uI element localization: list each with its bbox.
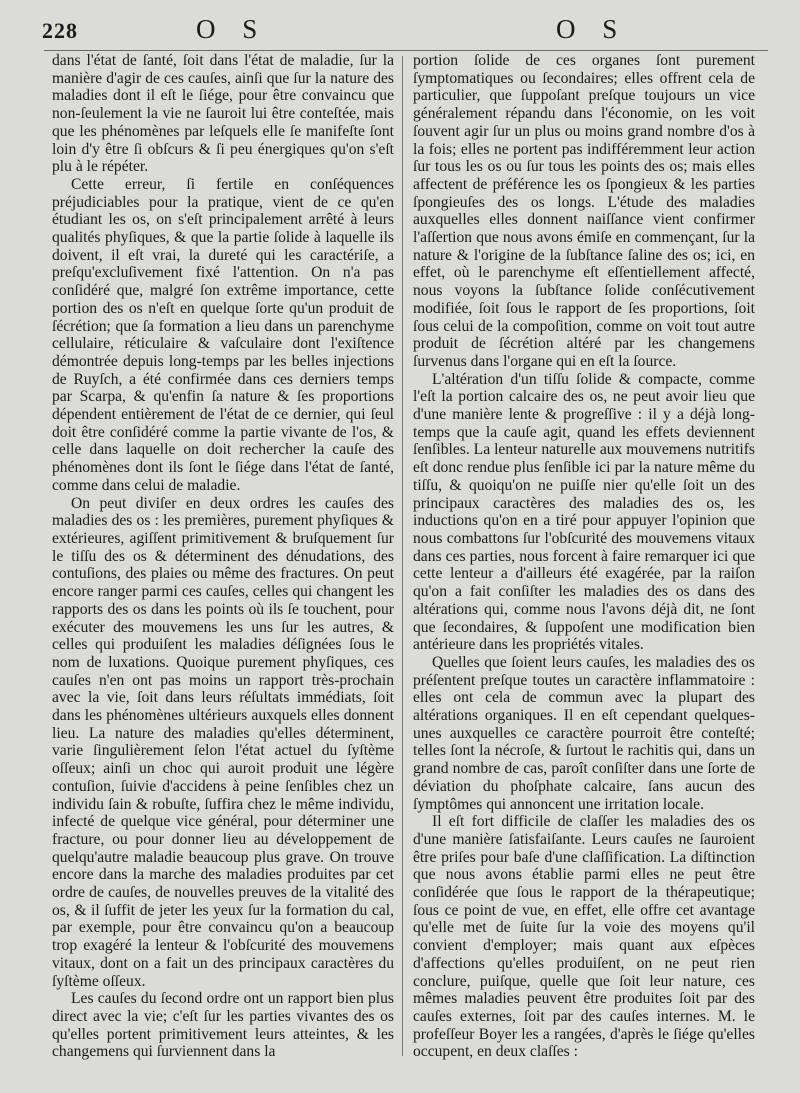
paragraph: On peut diviſer en deux ordres les cauſes des maladies des os : les premières, purement phyſiques & extérieures, agiſſent primitivement & bruſquement ſur le tiſſu des os & déterminent des dénudations, des contuſions, des plaies ou même des fractures. On peut encore ranger parmi ces cauſes, celles qui changent les rapports des os dans les points où ils ſe touchent, pour exécuter des mouvemens les uns ſur les autres, & celles qui produiſent les maladies déſignées ſous le nom de luxations. Quoique purement phyſiques, ces cauſes n'en ont pas moins un rapport très-prochain avec la vie, ſoit dans leurs réſultats immédiats, ſoit dans les phénomènes ultérieurs auxquels elles donnent lieu. La nature des maladies qu'elles déterminent, varie ſingulièrement ſelon l'état actuel du ſyſtème oſſeux; ainſi un choc qui auroit produit une légère contuſion, ſuivie d'accidens à peine ſenſibles chez un individu ſain & robuſte, ſuffira chez le même individu, infecté de quelque vice général, pour déterminer une fracture, ou pour donner lieu au développement de quelqu'autre maladie beaucoup plus grave. On trouve encore dans la marche des maladies produites par cet ordre de cauſes, de nouvelles preuves de la vitalité des os, & il ſuffit de jeter les yeux ſur la formation du cal, par exemple, pour être convaincu qu'on a beaucoup trop exagéré la lenteur & l'obſcurité des mouvemens vitaux, dont on a fait un des principaux caractères du ſyſtème oſſeux. [52,494,394,990]
header-rule [44,50,768,51]
paragraph: L'altération d'un tiſſu ſolide & compacte, comme l'eſt la portion calcaire des os, ne peut avoir lieu que d'une manière lente & progreſſive : il y a déjà long-temps que la cauſe agit, quand les effets deviennent ſenſibles. La lenteur naturelle aux mouvemens nutritifs eſt donc rendue plus ſenſible ici par la nature même du tiſſu, & quoiqu'on ne puiſſe nier qu'elle ſoit un des principaux caractères des maladies des os, les inductions qu'on en a tiré pour appuyer l'opinion que nous combattons ſur l'obſcurité des mouvemens vitaux dans ces parties, nous forcent à faire remarquer ici que cette lenteur a d'ailleurs été exagérée, par la raiſon qu'on a fait conſiſter les maladies des os dans des altérations qui, comme nous l'avons déjà dit, ne ſont que ſecondaires, & ſuppoſent une modification bien antérieure dans les propriétés vitales. [413,370,755,654]
paragraph: Cette erreur, ſi fertile en conſéquences préjudiciables pour la pratique, vient de ce qu'en étudiant les os, on s'eſt principalement arrêté à leurs qualités phyſiques, & que la partie ſolide à laquelle ils doivent, il eſt vrai, la dureté qui les caractériſe, a preſqu'excluſivement fixé l'attention. On n'a pas conſidéré que, malgré ſon extrême importance, cette portion des os n'eſt en quelque ſorte qu'un produit de ſécrétion; que ſa formation a lieu dans un parenchyme cellulaire, réticulaire & vaſculaire dont l'exiſtence démontrée depuis long-temps par les belles injections de Ruyſch, a été confirmée dans ces derniers temps par Scarpa, & qu'enfin ſa nature & ſes proportions dépendent entièrement de l'état de ce dernier, qui ſeul doit être conſidéré comme la partie vivante de l'os, & celle dans laquelle on doit rechercher la cauſe des phénomènes dont ils ſont le ſiége dans l'état de ſanté, comme dans celui de maladie. [52,175,394,494]
paragraph: Les cauſes du ſecond ordre ont un rapport bien plus direct avec la vie; c'eſt ſur les parties vivantes des os qu'elles portent primitivement leurs atteintes, & les changemens qui ſurviennent dans la [52,990,394,1061]
paragraph: Il eſt fort difficile de claſſer les maladies des os d'une manière ſatisfaiſante. Leurs cauſes ne ſauroient être priſes pour baſe d'une claſſification. La diſtinction que nous avons établie parmi elles ne peut être conſidérée que ſous le rapport de la thérapeutique; ſous ce point de vue, en effet, elle offre cet avantage qu'elle met de ſuite ſur la voie des moyens qu'il convient d'employer; mais quant aux eſpèces d'affections qu'elles produiſent, on ne peut rien conclure, puiſque, quelle que ſoit leur nature, ces mêmes maladies peuvent être produites ſoit par des cauſes externes, ſoit par des cauſes internes. M. le profeſſeur Boyer les a rangées, d'après le ſiége qu'elles occupent, en deux claſſes : [413,813,755,1061]
right-column [413,52,755,1061]
paragraph: dans l'état de ſanté, ſoit dans l'état de maladie, ſur la manière d'agir de ces cauſes, ainſi que ſur la nature des maladies dont il eſt le ſiége, pour être convaincu que non-ſeulement la vie ne ſauroit lui être conteſtée, mais que les phénomènes par leſquels elle ſe manifeſte ſont loin d'y être ſi obſcurs & ſi peu énergiques qu'on s'eſt plu à le répéter. [52,52,394,176]
running-head-left: O S [196,14,268,44]
left-column [52,52,394,1061]
page-number: 228 [42,18,78,43]
paragraph: Quelles que ſoient leurs cauſes, les maladies des os préſentent preſque toutes un caractère inflammatoire : elles ont cela de commun avec la plupart des altérations organiques. Il en eſt cependant quelques-unes auxquelles ce caractère pourroit être conteſté; telles ſont la nécroſe, & ſurtout le rachitis qui, dans un grand nombre de cas, paroît conſiſter dans une ſorte de déviation du phoſphate calcaire, ſans aucun des ſymptômes qui annoncent une irritation locale. [413,653,755,813]
paragraph: portion ſolide de ces organes ſont purement ſymptomatiques ou ſecondaires; elles offrent cela de particulier, que ſuppoſant preſque toujours un vice généralement répandu dans l'économie, on les voit ſouvent agir ſur un plus ou moins grand nombre d'os à la fois; elles ne portent pas indifféremment leur action ſur tous les os ou ſur tous les points des os; mais elles affectent de préférence les os ſpongieux & les parties ſpongieuſes des os longs. L'étude des maladies auxquelles elles donnent naiſſance vient confirmer l'aſſertion que nous avons émiſe en commençant, ſur la nature & l'origine de la ſubſtance ſaline des os; ici, en effet, où le parenchyme eſt eſſentiellement affecté, nous voyons la ſubſtance ſolide conſécutivement modifiée, ſoit ſous le rapport de ſes proportions, ſoit ſous celui de la compoſition, comme on voit tout autre produit de ſécrétion altéré par les changemens ſurvenus dans l'organe qui en eſt la ſource. [413,52,755,370]
running-head-right: O S [556,14,628,44]
column-divider [402,56,403,1056]
